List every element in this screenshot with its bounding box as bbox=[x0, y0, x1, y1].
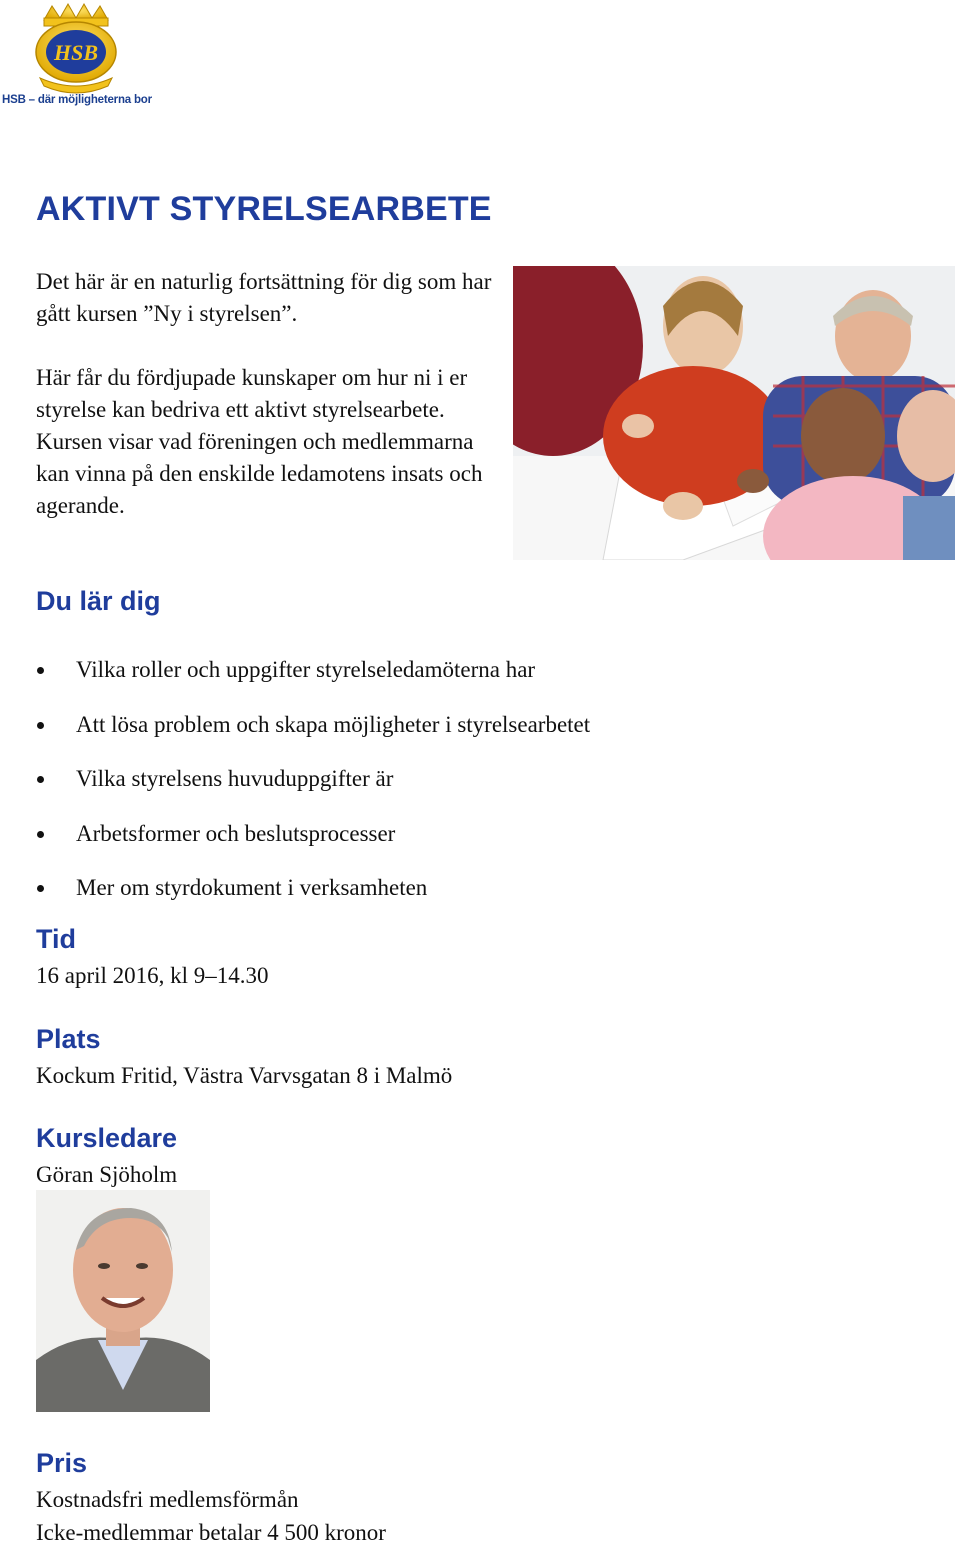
price-line-1: Kostnadsfri medlemsförmån bbox=[36, 1487, 299, 1512]
learn-list bbox=[36, 650, 590, 923]
intro-paragraph-2: Här får du fördjupade kunskaper om hur ni i er styrelse kan bedriva ett aktivt styrelsearbete. Kursen visar vad föreningen och medlemmarna kan vinna på den enskilde ledamotens insats och agerande. bbox=[36, 365, 483, 518]
list-item-text: Mer om styrdokument i verksamheten bbox=[76, 875, 428, 900]
bullet-icon bbox=[37, 831, 44, 838]
list-item bbox=[36, 759, 590, 814]
list-item-text: Arbetsformer och beslutsprocesser bbox=[76, 820, 396, 846]
price-heading: Pris bbox=[36, 1448, 88, 1478]
page-title: AKTIVT STYRELSEARBETE bbox=[36, 190, 492, 228]
bullet-icon bbox=[37, 885, 44, 892]
logo-tagline: HSB – där möjligheterna bor bbox=[2, 94, 152, 106]
hsb-logo bbox=[0, 0, 160, 112]
time-heading: Tid bbox=[36, 924, 76, 954]
list-item bbox=[36, 705, 590, 760]
intro-text bbox=[36, 266, 496, 554]
group-photo bbox=[513, 266, 955, 560]
leader-portrait bbox=[36, 1190, 210, 1412]
list-item bbox=[36, 814, 590, 869]
list-item-text: Vilka styrelsens huvuduppgifter är bbox=[76, 766, 394, 791]
time-value: 16 april 2016, kl 9–14.30 bbox=[36, 963, 269, 988]
logo-monogram: HSB bbox=[53, 40, 99, 65]
hsb-crown-logo-icon bbox=[0, 0, 160, 100]
leader-heading: Kursledare bbox=[36, 1123, 178, 1153]
place-heading: Plats bbox=[36, 1024, 101, 1054]
leader-name: Göran Sjöholm bbox=[36, 1162, 178, 1187]
place-value: Kockum Fritid, Västra Varvsgatan 8 i Malmö bbox=[36, 1063, 453, 1088]
intro-paragraph-1: Det här är en naturlig fortsättning för dig som har gått kursen ”Ny i styrelsen”. bbox=[36, 269, 492, 326]
bullet-icon bbox=[37, 776, 44, 783]
bullet-icon bbox=[37, 667, 44, 674]
list-item bbox=[36, 868, 590, 923]
list-item-text: Att lösa problem och skapa möjligheter i styrelsearbetet bbox=[76, 711, 591, 737]
list-item-text: Vilka roller och uppgifter styrelseledamöterna har bbox=[76, 657, 536, 682]
learn-heading: Du lär dig bbox=[36, 586, 161, 616]
list-item bbox=[36, 650, 590, 705]
price-line-2: Icke-medlemmar betalar 4 500 kronor bbox=[36, 1520, 386, 1545]
bullet-icon bbox=[37, 722, 44, 729]
